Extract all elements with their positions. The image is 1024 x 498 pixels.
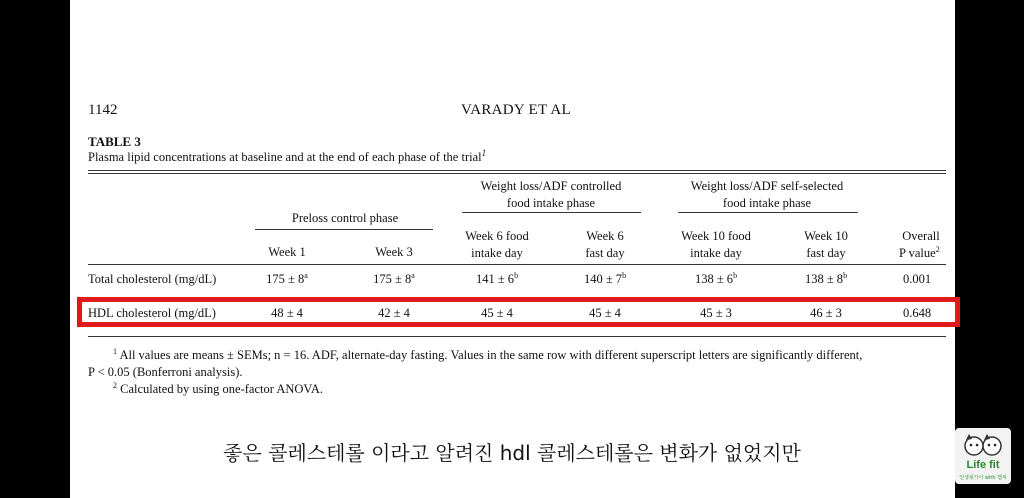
table-cell: $138 \pm 6^b$ [694, 270, 738, 286]
channel-logo [955, 428, 1011, 484]
group-rule-preloss [255, 229, 433, 230]
footnote-1-line2: P < 0.05 (Bonferroni analysis). [88, 365, 243, 379]
p-value-cell: 0.001 [903, 272, 932, 286]
group-rule-controlled [462, 212, 641, 213]
running-head: VARADY ET AL [461, 102, 571, 118]
table-top-rule [88, 170, 946, 171]
col-week3: Week 3 [375, 245, 413, 259]
table-cell: 46 ± 3 [810, 306, 842, 320]
table-cell: $138 \pm 8^b$ [804, 270, 848, 286]
table-cell: $140 \pm 7^b$ [583, 270, 627, 286]
group-header-self-selected: Weight loss/ADF self-selected food intake phase [690, 179, 844, 210]
col-week10-fast: Week 10 fast day [804, 229, 848, 260]
col-week6-fast: Week 6 fast day [585, 229, 625, 260]
table-cell: 45 ± 3 [700, 306, 732, 320]
group-header-controlled: Weight loss/ADF controlled food intake phase [480, 179, 622, 210]
page-number: 1142 [88, 102, 118, 118]
table-cell: 45 ± 4 [589, 306, 621, 320]
col-overall-p: Overall P value$^2$ [899, 229, 940, 260]
table-top-rule-2 [88, 173, 946, 174]
video-subtitle: 좋은 콜레스테롤 이라고 알려진 hdl 콜레스테롤은 변화가 없었지만 [223, 441, 801, 465]
col-week10-food: Week 10 food intake day [681, 229, 751, 260]
table-cell: $141 \pm 6^b$ [475, 270, 519, 286]
table-cell: $175 \pm 8^a$ [373, 270, 415, 286]
highlight-box [77, 297, 960, 327]
svg-text:Life fit: Life fit [966, 459, 1000, 471]
footnote-1: $^1$ All values are means ± SEMs; n = 16. ADF, alternate-day fasting. Values in the same row with different superscript letters are significantly different, [113, 346, 863, 362]
col-week6-food: Week 6 food intake day [465, 229, 529, 260]
table-bottom-rule [88, 336, 946, 337]
p-value-cell: 0.648 [903, 306, 932, 320]
footnote-2: $^2$ Calculated by using one-factor ANOVA. [113, 380, 323, 396]
table-cell: 48 ± 4 [271, 306, 303, 320]
group-header-preloss: Preloss control phase [291, 211, 399, 225]
col-week1: Week 1 [268, 245, 306, 259]
header-bottom-rule [88, 264, 946, 265]
table-caption: Plasma lipid concentrations at baseline and at the end of each phase of the trial$^1$ [88, 147, 487, 164]
dog-cat-mascot-icon [955, 428, 1011, 484]
table-label: TABLE 3 [88, 134, 141, 149]
group-rule-self-selected [678, 212, 858, 213]
table-cell: 42 ± 4 [378, 306, 410, 320]
row-label: HDL cholesterol (mg/dL) [88, 306, 216, 320]
table-cell: $175 \pm 8^a$ [266, 270, 308, 286]
row-label: Total cholesterol (mg/dL) [88, 272, 217, 286]
svg-text:인생핏가이 with 햄찌: 인생핏가이 with 햄찌 [959, 475, 1007, 481]
table-cell: 45 ± 4 [481, 306, 513, 320]
